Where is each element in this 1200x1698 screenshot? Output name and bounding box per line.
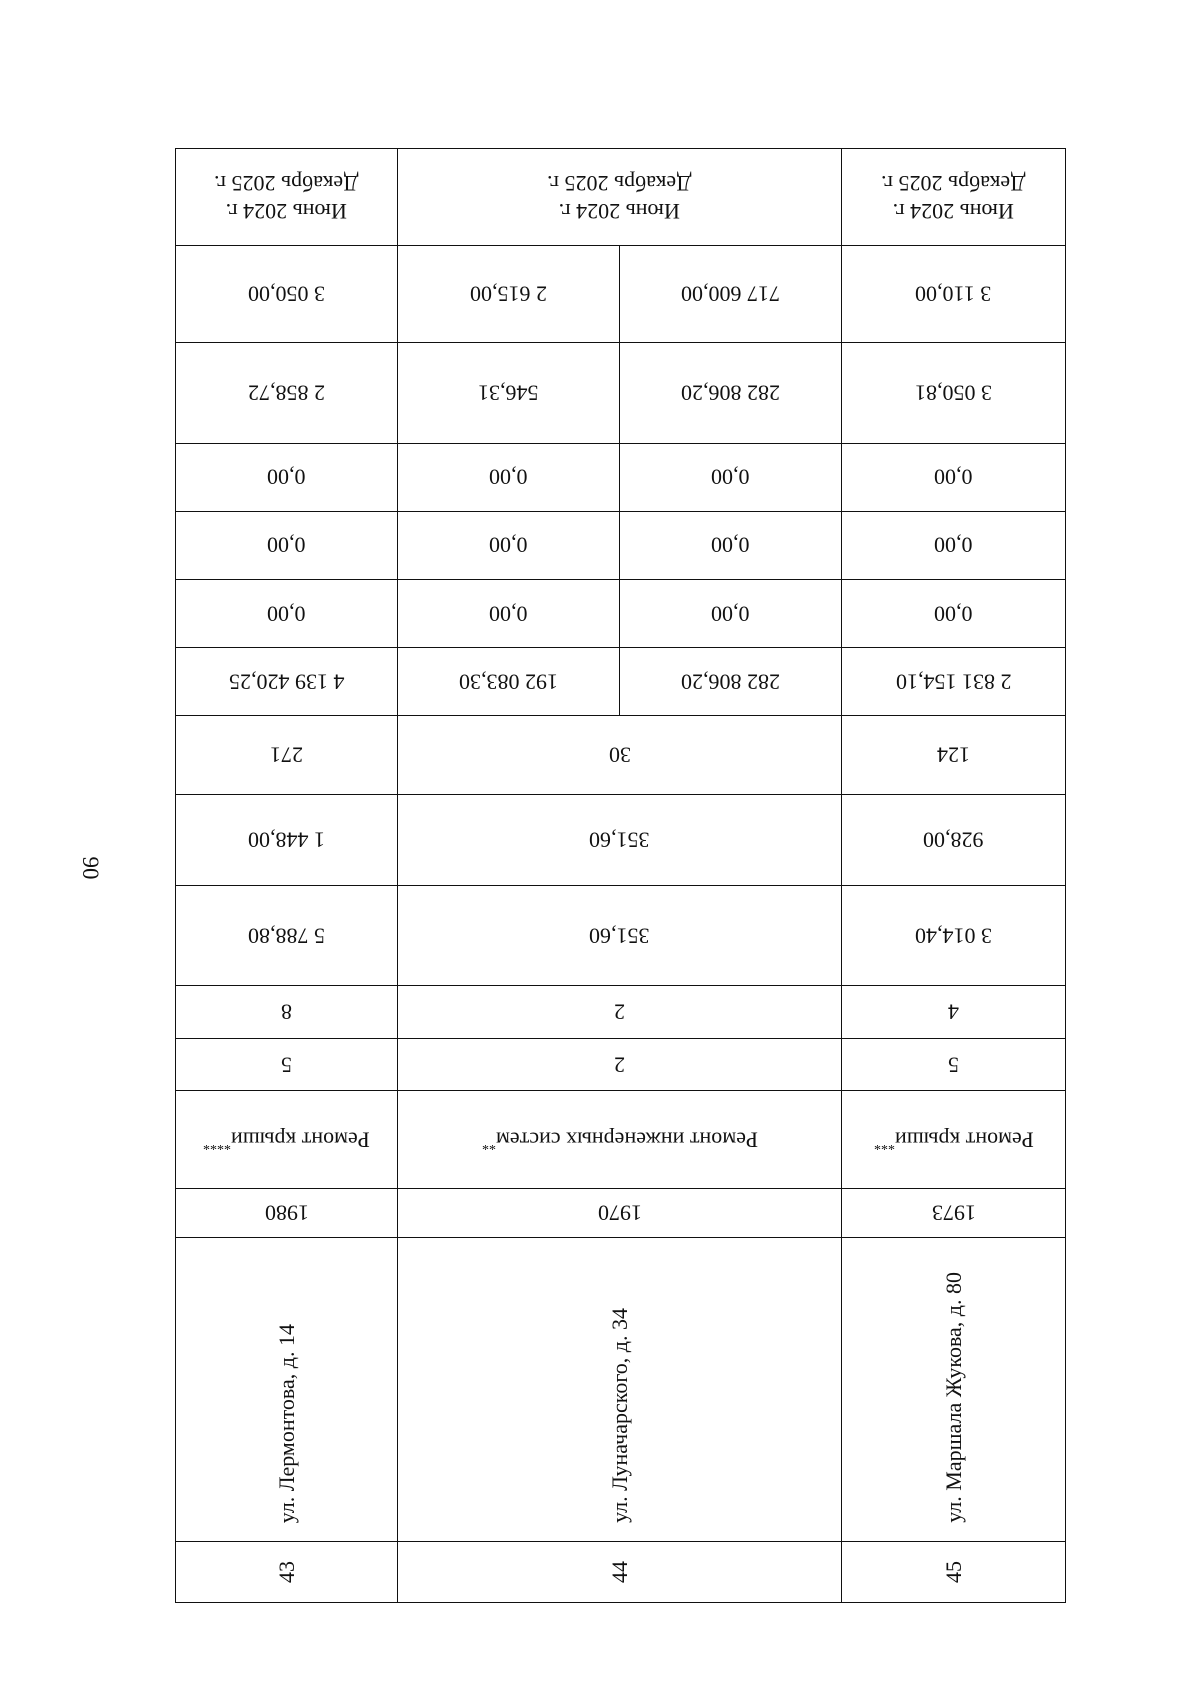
cell-value: 5 [176, 1038, 398, 1090]
cell-value: 282 806,20 [620, 647, 842, 715]
cell-value: 2 858,72 [176, 342, 398, 443]
cell-value: 4 [842, 986, 1066, 1038]
cell-value: 2 [398, 986, 842, 1038]
cell-work: Ремонт крыши**** [176, 1091, 398, 1188]
cell-value: 0,00 [620, 443, 842, 511]
cell-value: 282 806,20 [620, 342, 842, 443]
cell-value: 1980 [176, 1188, 398, 1237]
cell-work: Ремонт крыши*** [842, 1091, 1066, 1188]
cell-value: 0,00 [398, 511, 620, 579]
cell-period: Июнь 2024 г. Декабрь 2025 г. [176, 149, 398, 246]
row-specific-cost [176, 342, 1066, 443]
cell-value: 124 [842, 716, 1066, 795]
cell-number: 44 [398, 1542, 842, 1603]
cell-value: 0,00 [176, 579, 398, 647]
cell-value: 928,00 [842, 794, 1066, 885]
row-number [176, 1542, 1066, 1603]
row-total-cost [176, 647, 1066, 715]
row-entrances [176, 1038, 1066, 1090]
cell-address: ул. Маршала Жукова, д. 80 [842, 1238, 1066, 1542]
row-other [176, 443, 1066, 511]
cell-value: 8 [176, 986, 398, 1038]
cell-number: 45 [842, 1542, 1066, 1603]
cell-value: 0,00 [620, 579, 842, 647]
cell-value: 0,00 [842, 511, 1066, 579]
cell-value: 3 050,81 [842, 342, 1066, 443]
row-zero [176, 579, 1066, 647]
row-area-total [176, 885, 1066, 986]
row-year [176, 1188, 1066, 1237]
cell-value: 0,00 [842, 443, 1066, 511]
cell-value: 717 600,00 [620, 246, 842, 342]
cell-period: Июнь 2024 г. Декабрь 2025 г. [398, 149, 842, 246]
row-period [176, 149, 1066, 246]
cell-period: Июнь 2024 г. Декабрь 2025 г. [842, 149, 1066, 246]
cell-work: Ремонт инженерных систем** [398, 1091, 842, 1188]
row-address [176, 1238, 1066, 1542]
cell-value: 3 014,40 [842, 885, 1066, 986]
cell-value: 271 [176, 716, 398, 795]
cell-value: 2 615,00 [398, 246, 620, 342]
cell-value: 3 110,00 [842, 246, 1066, 342]
cell-value: 0,00 [842, 579, 1066, 647]
row-unit-cost [176, 246, 1066, 342]
cell-value: 351,60 [398, 885, 842, 986]
cell-value: 2 831 154,10 [842, 647, 1066, 715]
cell-value: 2 [398, 1038, 842, 1090]
cell-value: 5 [842, 1038, 1066, 1090]
cell-address: ул. Луначарского, д. 34 [398, 1238, 842, 1542]
cell-value: 351,60 [398, 794, 842, 885]
cell-number: 43 [176, 1542, 398, 1603]
row-area-living [176, 794, 1066, 885]
works-table [175, 148, 1065, 1603]
cell-value: 3 050,00 [176, 246, 398, 342]
cell-value: 0,00 [398, 579, 620, 647]
cell-value: 192 083,30 [398, 647, 620, 715]
row-residents [176, 716, 1066, 795]
row-work-type [176, 1091, 1066, 1188]
cell-value: 1973 [842, 1188, 1066, 1237]
cell-value: 4 139 420,25 [176, 647, 398, 715]
cell-address: ул. Лермонтова, д. 14 [176, 1238, 398, 1542]
row-zero [176, 511, 1066, 579]
cell-value: 5 788,80 [176, 885, 398, 986]
row-floors [176, 986, 1066, 1038]
cell-value: 546,31 [398, 342, 620, 443]
cell-value: 30 [398, 716, 842, 795]
cell-value: 0,00 [398, 443, 620, 511]
cell-value: 1 448,00 [176, 794, 398, 885]
cell-value: 1970 [398, 1188, 842, 1237]
cell-value: 0,00 [620, 511, 842, 579]
cell-value: 0,00 [176, 511, 398, 579]
cell-value: 0,00 [176, 443, 398, 511]
page-number: 90 [78, 856, 103, 880]
